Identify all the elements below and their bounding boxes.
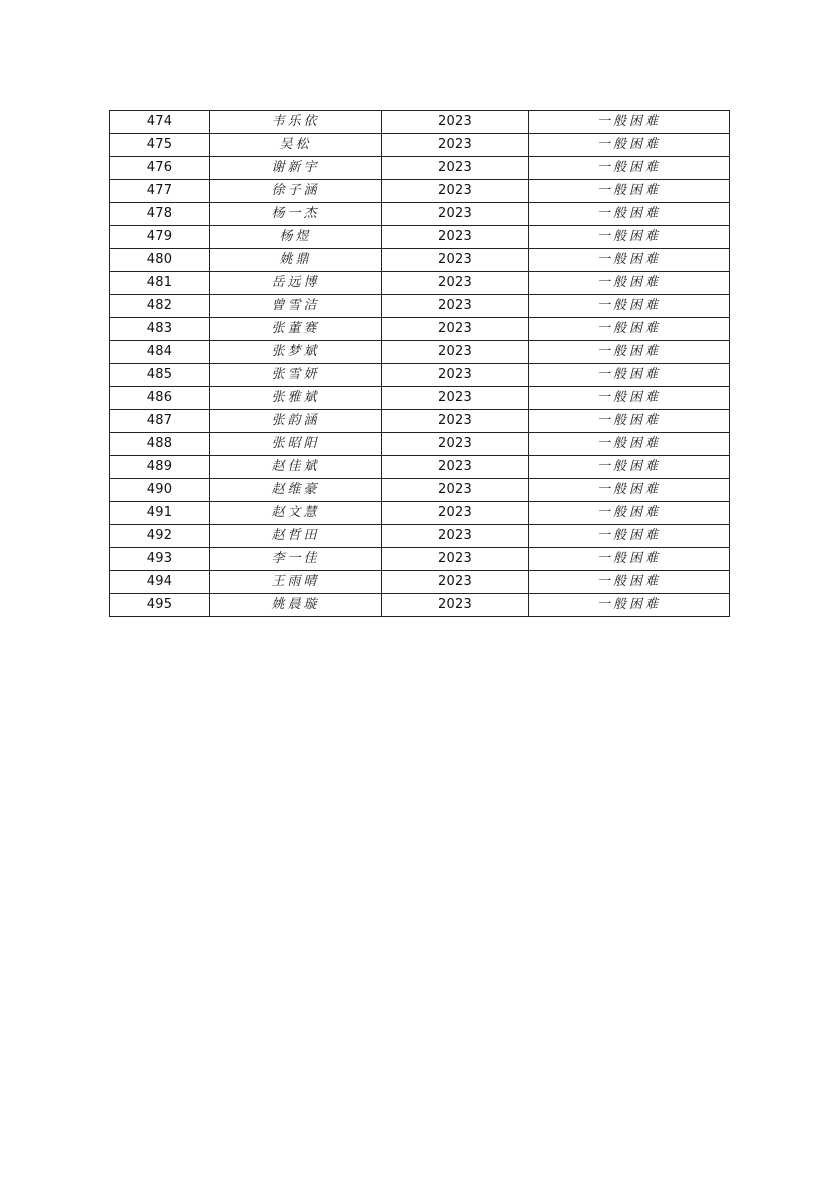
difficulty-category-cell: 一般困难: [529, 525, 730, 548]
difficulty-category-cell: 一般困难: [529, 364, 730, 387]
row-number-cell: 485: [110, 364, 210, 387]
table-row: [110, 410, 730, 433]
difficulty-category-cell: 一般困难: [529, 387, 730, 410]
student-name-cell: 赵佳斌: [210, 456, 382, 479]
year-cell: 2023: [382, 594, 529, 617]
year-cell: 2023: [382, 456, 529, 479]
difficulty-category-cell: 一般困难: [529, 226, 730, 249]
year-cell: 2023: [382, 134, 529, 157]
roster-table: [109, 110, 730, 617]
year-cell: 2023: [382, 479, 529, 502]
row-number-cell: 478: [110, 203, 210, 226]
student-name-cell: 吴松: [210, 134, 382, 157]
student-name-cell: 姚晨璇: [210, 594, 382, 617]
table-row: [110, 479, 730, 502]
table-row: [110, 571, 730, 594]
row-number-cell: 483: [110, 318, 210, 341]
row-number-cell: 494: [110, 571, 210, 594]
year-cell: 2023: [382, 502, 529, 525]
difficulty-category-cell: 一般困难: [529, 571, 730, 594]
difficulty-category-cell: 一般困难: [529, 594, 730, 617]
difficulty-category-cell: 一般困难: [529, 249, 730, 272]
year-cell: 2023: [382, 111, 529, 134]
year-cell: 2023: [382, 387, 529, 410]
table-row: [110, 134, 730, 157]
year-cell: 2023: [382, 180, 529, 203]
student-name-cell: 徐子涵: [210, 180, 382, 203]
table-row: [110, 272, 730, 295]
difficulty-category-cell: 一般困难: [529, 502, 730, 525]
year-cell: 2023: [382, 318, 529, 341]
student-name-cell: 赵哲田: [210, 525, 382, 548]
student-name-cell: 姚鼎: [210, 249, 382, 272]
student-name-cell: 张梦斌: [210, 341, 382, 364]
row-number-cell: 489: [110, 456, 210, 479]
year-cell: 2023: [382, 249, 529, 272]
row-number-cell: 480: [110, 249, 210, 272]
difficulty-category-cell: 一般困难: [529, 456, 730, 479]
student-name-cell: 杨煜: [210, 226, 382, 249]
difficulty-category-cell: 一般困难: [529, 341, 730, 364]
student-name-cell: 赵文慧: [210, 502, 382, 525]
row-number-cell: 488: [110, 433, 210, 456]
year-cell: 2023: [382, 410, 529, 433]
year-cell: 2023: [382, 203, 529, 226]
difficulty-category-cell: 一般困难: [529, 479, 730, 502]
row-number-cell: 477: [110, 180, 210, 203]
row-number-cell: 492: [110, 525, 210, 548]
student-name-cell: 韦乐依: [210, 111, 382, 134]
year-cell: 2023: [382, 548, 529, 571]
difficulty-category-cell: 一般困难: [529, 180, 730, 203]
student-name-cell: 张昭阳: [210, 433, 382, 456]
student-name-cell: 张韵涵: [210, 410, 382, 433]
difficulty-category-cell: 一般困难: [529, 111, 730, 134]
year-cell: 2023: [382, 433, 529, 456]
table-row: [110, 203, 730, 226]
student-name-cell: 杨一杰: [210, 203, 382, 226]
table-row: [110, 295, 730, 318]
table-row: [110, 594, 730, 617]
row-number-cell: 493: [110, 548, 210, 571]
student-name-cell: 张雅斌: [210, 387, 382, 410]
difficulty-category-cell: 一般困难: [529, 410, 730, 433]
year-cell: 2023: [382, 295, 529, 318]
difficulty-category-cell: 一般困难: [529, 318, 730, 341]
table-row: [110, 502, 730, 525]
student-name-cell: 王雨晴: [210, 571, 382, 594]
table-row: [110, 341, 730, 364]
year-cell: 2023: [382, 226, 529, 249]
year-cell: 2023: [382, 157, 529, 180]
difficulty-category-cell: 一般困难: [529, 295, 730, 318]
row-number-cell: 495: [110, 594, 210, 617]
student-name-cell: 岳远博: [210, 272, 382, 295]
student-name-cell: 张董赛: [210, 318, 382, 341]
table-row: [110, 226, 730, 249]
table-row: [110, 180, 730, 203]
row-number-cell: 484: [110, 341, 210, 364]
table-row: [110, 433, 730, 456]
student-name-cell: 赵维豪: [210, 479, 382, 502]
student-name-cell: 李一佳: [210, 548, 382, 571]
difficulty-category-cell: 一般困难: [529, 157, 730, 180]
row-number-cell: 490: [110, 479, 210, 502]
year-cell: 2023: [382, 525, 529, 548]
table-row: [110, 364, 730, 387]
roster-table-body: [110, 111, 730, 617]
table-row: [110, 318, 730, 341]
difficulty-category-cell: 一般困难: [529, 134, 730, 157]
row-number-cell: 486: [110, 387, 210, 410]
row-number-cell: 481: [110, 272, 210, 295]
table-row: [110, 111, 730, 134]
year-cell: 2023: [382, 364, 529, 387]
year-cell: 2023: [382, 571, 529, 594]
year-cell: 2023: [382, 341, 529, 364]
difficulty-category-cell: 一般困难: [529, 203, 730, 226]
table-row: [110, 387, 730, 410]
row-number-cell: 474: [110, 111, 210, 134]
student-name-cell: 曾雪洁: [210, 295, 382, 318]
student-name-cell: 谢新宇: [210, 157, 382, 180]
year-cell: 2023: [382, 272, 529, 295]
difficulty-category-cell: 一般困难: [529, 433, 730, 456]
table-row: [110, 525, 730, 548]
student-name-cell: 张雪妍: [210, 364, 382, 387]
row-number-cell: 475: [110, 134, 210, 157]
row-number-cell: 479: [110, 226, 210, 249]
difficulty-category-cell: 一般困难: [529, 548, 730, 571]
table-row: [110, 157, 730, 180]
row-number-cell: 487: [110, 410, 210, 433]
row-number-cell: 491: [110, 502, 210, 525]
table-row: [110, 249, 730, 272]
table-row: [110, 548, 730, 571]
row-number-cell: 476: [110, 157, 210, 180]
row-number-cell: 482: [110, 295, 210, 318]
difficulty-category-cell: 一般困难: [529, 272, 730, 295]
table-row: [110, 456, 730, 479]
